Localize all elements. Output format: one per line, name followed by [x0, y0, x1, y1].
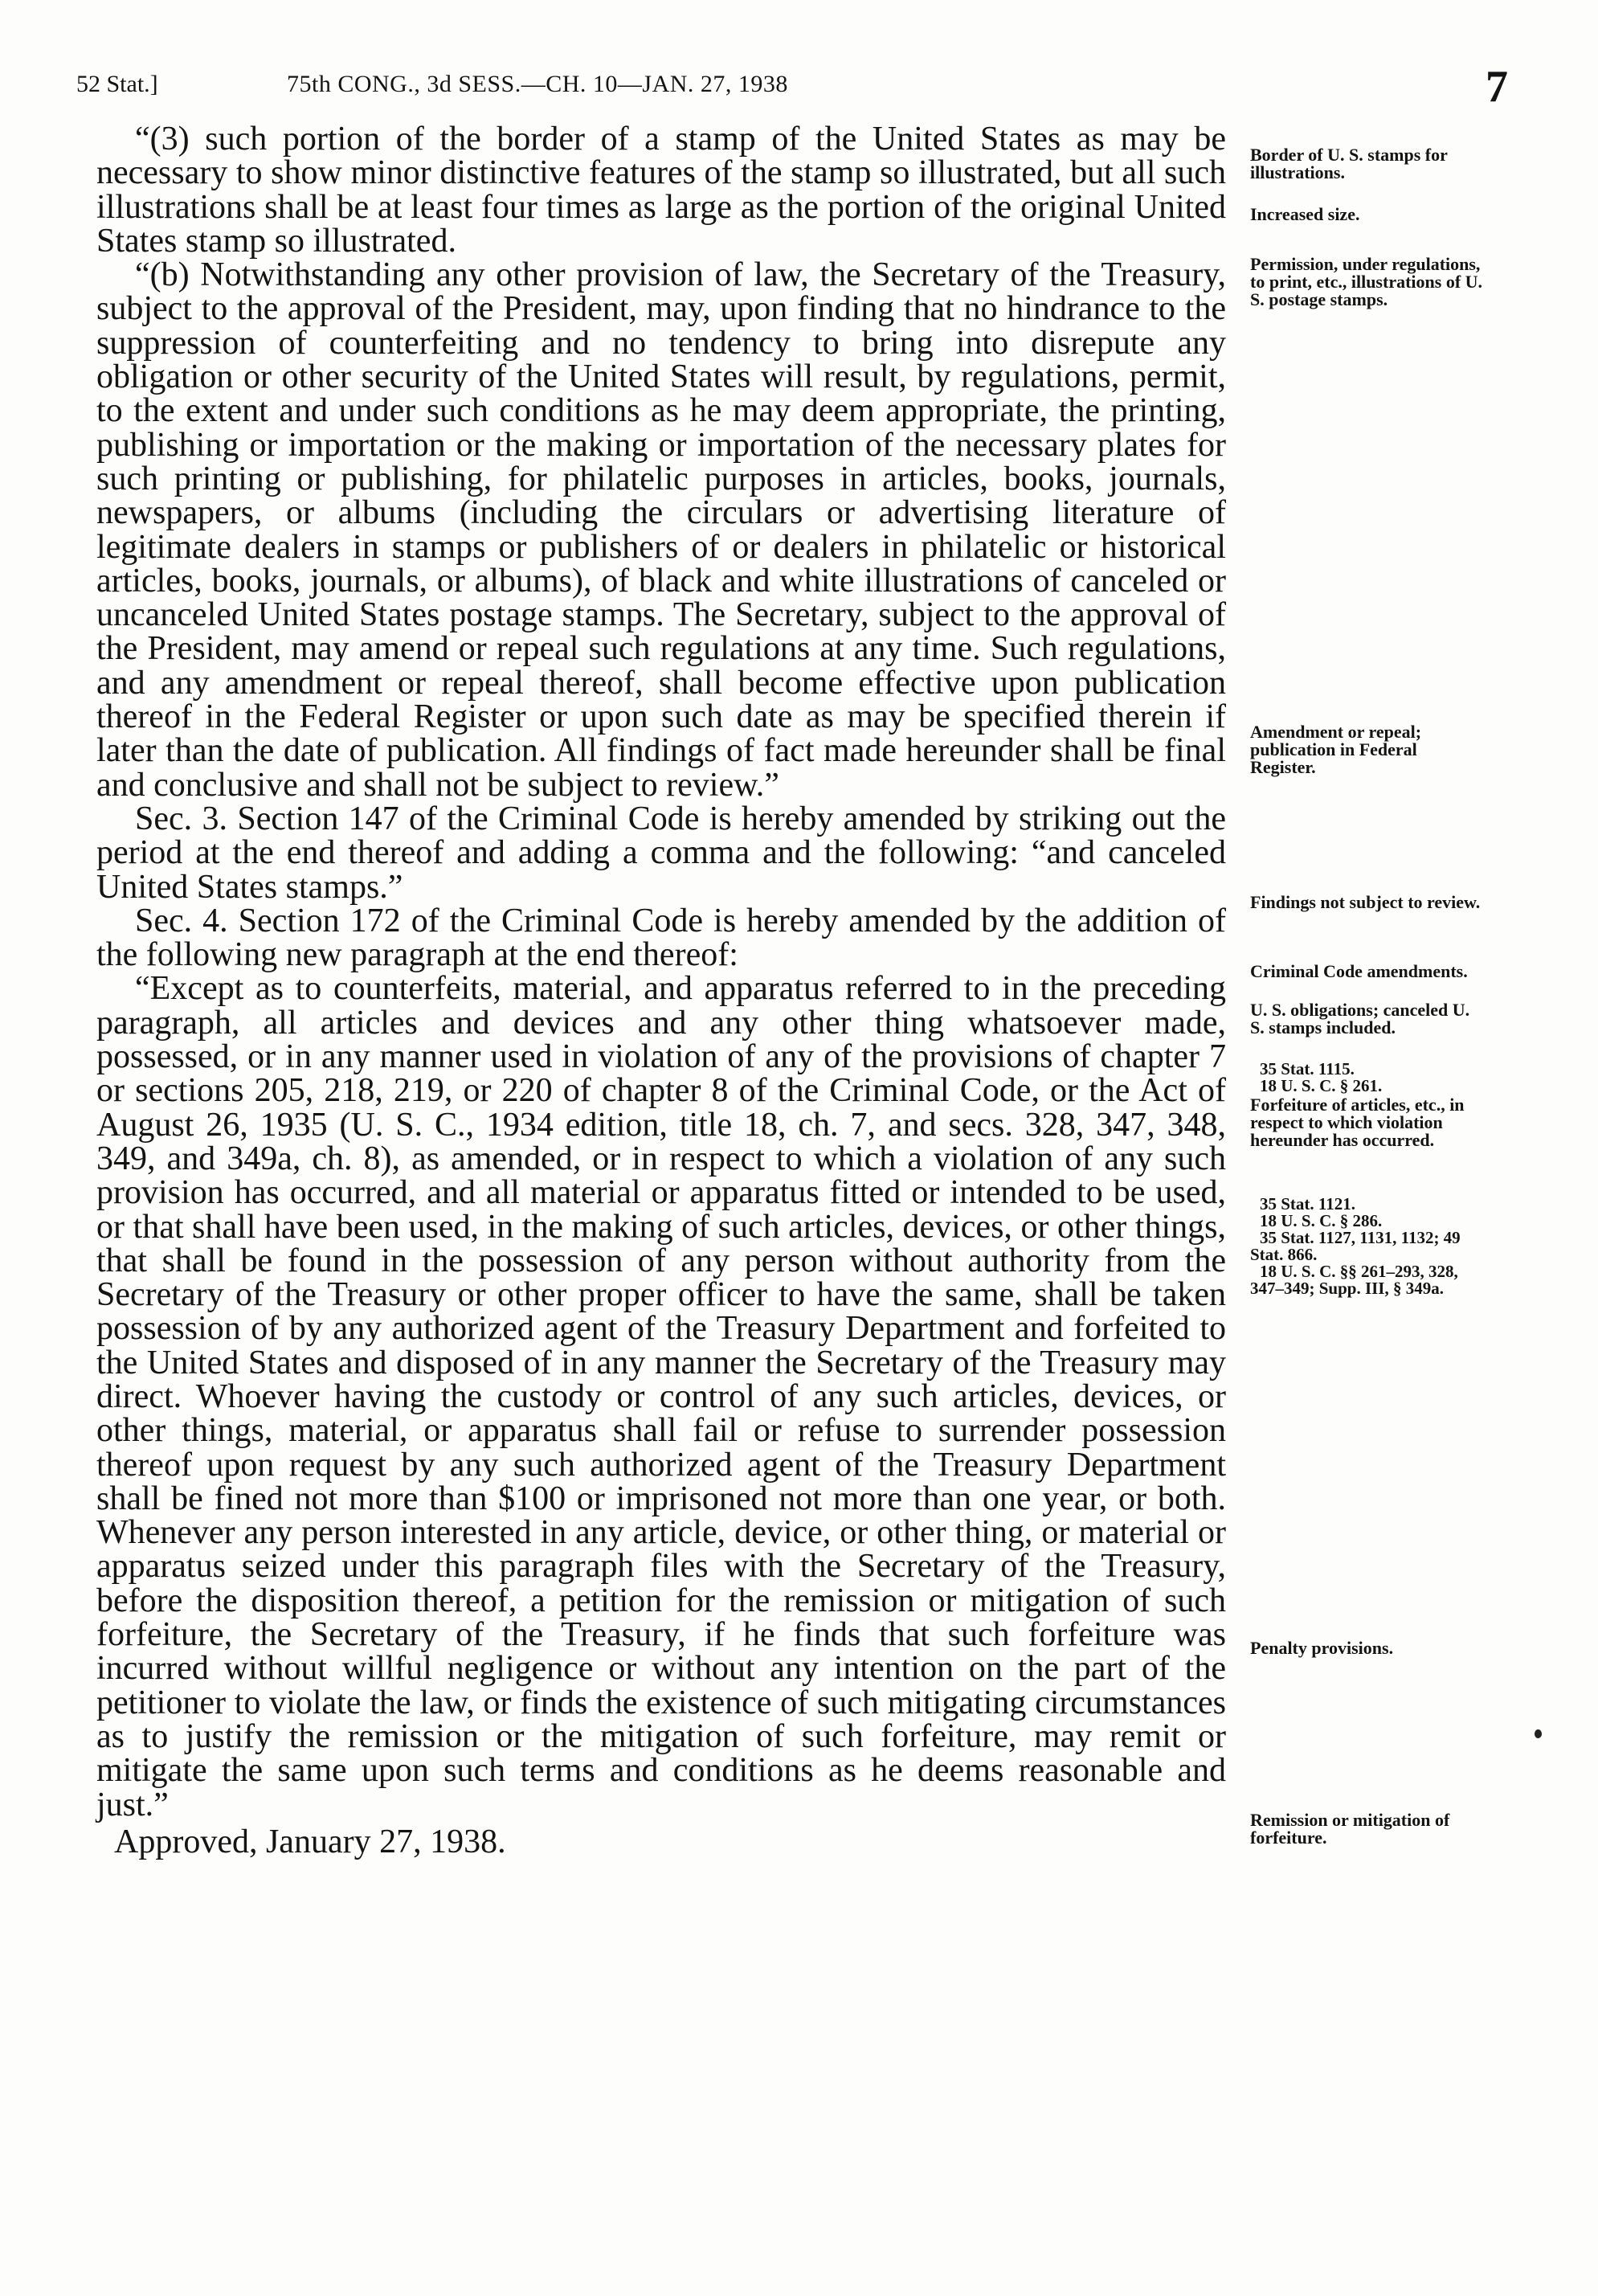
approval-line: Approved, January 27, 1938. — [114, 1823, 506, 1860]
margin-citations-sec-3 — [1250, 1061, 1483, 1095]
margin-note-amendment: Amendment or repeal; publication in Federal Register. — [1250, 722, 1422, 777]
paragraph-sec-4: Sec. 4. Section 172 of the Criminal Code is hereby amended by the addition of the following new paragraph at the end thereof: — [96, 902, 1226, 974]
page-number: 7 — [1486, 62, 1508, 112]
body-text — [96, 122, 1226, 1859]
margin-note-border: Border of U. S. stamps for illustrations. — [1250, 145, 1448, 182]
margin-note-penalty: Penalty provisions. — [1250, 1638, 1394, 1658]
paragraph-border-provision: “(3) such portion of the border of a stamp of the United States as may be necessary to show minor distinctive features of the stamp so illustrated, but all such illustrations shall be at least four times as large as the portion of the original United States stamp so illustrated. — [96, 121, 1226, 260]
margin-note-forfeiture: Forfeiture of articles, etc., in respect to which violation hereunder has occurred. — [1250, 1095, 1465, 1150]
print-speck — [1535, 1729, 1542, 1738]
margin-note-findings: Findings not subject to review. — [1250, 892, 1481, 912]
running-header — [76, 62, 1522, 119]
margin-note-permission: Permission, under regulations, to print, etc., illustrations of U. S. postage stamps. — [1250, 254, 1483, 309]
header-statute-volume: 52 Stat.] — [76, 71, 158, 97]
margin-citations-sec-4 — [1250, 1196, 1483, 1297]
margin-note-increased-size: Increased size. — [1250, 204, 1360, 224]
paragraph-subsection-b: “(b) Notwithstanding any other provision of law, the Secretary of the Treasury, subject to the approval of the President, may, upon finding that no hindrance to the suppression of counterfeiting and no tendency to bring into disrepute any obligation or other security of the United States will result, by regulations, permit, to the extent and under such conditions as he may deem appropriate, the printing, publishing or importation or the making or importation of the necessary plates for such printing or publishing, for philatelic purposes in articles, books, journals, newspapers, or albums (including the circulars or advertising literature of legitimate dealers in stamps or publishers of or dealers in philatelic or historical articles, books, journals, or albums), of black and white illustrations of canceled or uncanceled United States postage stamps. The Secretary, subject to the approval of the President, may amend or repeal such regulations at any time. Such regulations, and any amendment or repeal thereof, shall become effective upon publication thereof in the Federal Register or upon such date as may be specified therein if later than the date of publication. All findings of fact made hereunder shall be final and conclusive and shall not be subject to review.” — [96, 256, 1226, 804]
citation: 35 Stat. 1121. — [1260, 1194, 1356, 1213]
margin-note-remission: Remission or mitigation of forfeiture. — [1250, 1810, 1450, 1848]
citation: 18 U. S. C. §§ 261–293, 328, 347–349; Supp. III, § 349a. — [1250, 1262, 1458, 1298]
citation: 18 U. S. C. § 286. — [1260, 1211, 1383, 1230]
header-session-chapter: 75th CONG., 3d SESS.—CH. 10—JAN. 27, 1938 — [287, 71, 788, 97]
margin-note-us-obligations: U. S. obligations; canceled U. S. stamps included. — [1250, 1000, 1470, 1037]
citation: 35 Stat. 1115. — [1260, 1059, 1355, 1078]
paragraph-sec-3: Sec. 3. Section 147 of the Criminal Code is hereby amended by striking out the period at the end thereof and adding a comma and the following: “and canceled United States stamps.” — [96, 800, 1226, 906]
paragraph-forfeiture: “Except as to counterfeits, material, and apparatus referred to in the preceding paragraph, all articles and devices and any other thing whatsoever made, possessed, or in any manner used in violation of any of the provisions of chapter 7 or sections 205, 218, 219, or 220 of chapter 8 of the Criminal Code, or the Act of August 26, 1935 (U. S. C., 1934 edition, title 18, ch. 7, and secs. 328, 347, 348, 349, and 349a, ch. 8), as amended, or in respect to which a violation of any such provision has occurred, and all material or apparatus fitted or intended to be used, or that shall have been used, in the making of such articles, devices, or other things, that shall be found in the possession of any person without authority from the Secretary of the Treasury or other proper officer to have the same, shall be taken possession of by any authorized agent of the Treasury Department and forfeited to the United States and disposed of in any manner the Secretary of the Treasury may direct. Whoever having the custody or control of any such articles, devices, or other things, material, or apparatus shall fail or refuse to surrender possession thereof upon request by any such authorized agent of the Treasury Department shall be fined not more than $100 or imprisoned not more than one year, or both. Whenever any person interested in any article, device, or other thing, or material or apparatus seized under this paragraph files with the Secretary of the Treasury, before the disposition thereof, a petition for the remission or mitigation of such forfeiture, the Secretary of the Treasury, if he finds that such forfeiture was incurred without willful negligence or without any intention on the part of the petitioner to violate the law, or finds the existence of such mitigating circumstances as to justify the remission or the mitigation of such forfeiture, may remit or mitigate the same upon such terms and conditions as he deems reasonable and just.” — [96, 970, 1226, 1823]
citation: 18 U. S. C. § 261. — [1260, 1076, 1383, 1095]
margin-note-criminal-code: Criminal Code amendments. — [1250, 961, 1468, 981]
citation: 35 Stat. 1127, 1131, 1132; 49 Stat. 866. — [1250, 1228, 1461, 1264]
